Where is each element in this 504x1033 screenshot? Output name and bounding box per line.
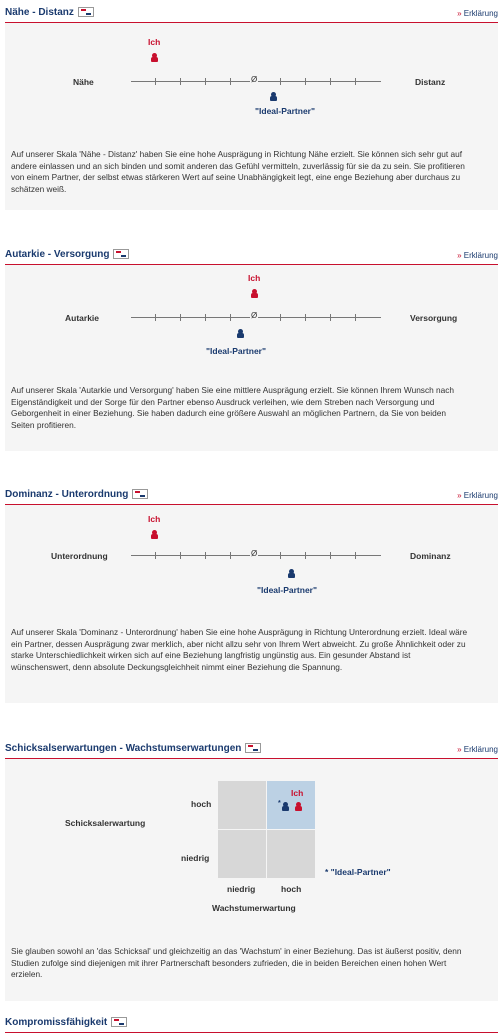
scale-left-label: Autarkie bbox=[65, 313, 100, 323]
section-panel bbox=[5, 759, 498, 1001]
scale-icon bbox=[113, 249, 129, 259]
x-high-label: hoch bbox=[281, 884, 302, 894]
section-header bbox=[5, 1016, 498, 1033]
ich-pin-icon bbox=[295, 802, 302, 812]
ich-pin-icon bbox=[251, 289, 258, 299]
scale-icon bbox=[245, 743, 261, 753]
explanation-link[interactable]: » Erklärung bbox=[457, 251, 498, 260]
section-title: Kompromissfähigkeit bbox=[5, 1017, 127, 1028]
scale-zero: Ø bbox=[251, 311, 258, 320]
y-low-label: niedrig bbox=[181, 853, 210, 863]
section-title: Dominanz - Unterordnung bbox=[5, 489, 148, 500]
explanation-link[interactable]: » Erklärung bbox=[457, 745, 498, 754]
section-header bbox=[5, 248, 498, 265]
ich-label: Ich bbox=[291, 788, 304, 798]
explanation-link[interactable]: » Erklärung bbox=[457, 491, 498, 500]
section-description: Auf unserer Skala 'Nähe - Distanz' haben Sie eine hohe Ausprägung in Richtung Nähe erzielt. Sie können sich sehr gut auf andere einlassen und an sich binden und somit anderen das Gefühl vermitteln, zuverlässig für sie da zu sein. Sie profitieren von einem Partner, der selbst etwas stärkeren Wert auf seine Unabhängigkeit legt, eine enge Beziehung aber durchaus zu schätzen weiß. bbox=[11, 149, 465, 194]
y-axis-label: Schicksalerwartung bbox=[65, 818, 146, 828]
section-dominanz-unterordnung bbox=[5, 488, 498, 703]
scale-zero: Ø bbox=[251, 549, 258, 558]
ideal-star: * bbox=[278, 800, 281, 807]
section-title: Autarkie - Versorgung bbox=[5, 249, 129, 260]
section-description: Auf unserer Skala 'Dominanz - Unterordnung' haben Sie eine hohe Ausprägung in Richtung Unterordnung erzielt. Ideal wäre ein Partner, dessen Ausprägung zwar merklich, aber nicht allzu sehr von Ihrem Wert abweicht. Zu große Ähnlichkeit oder zu starke Unterschiedlichkeit wirken sich auf eine Beziehung langfristig ungünstig aus. Ein gesunder Abstand ist wünschenswert, denn absolute Deckungsgleichheit nimmt einer Beziehung die Spannung. bbox=[11, 627, 468, 672]
section-schicksal-wachstum bbox=[5, 742, 498, 1001]
scale-left-label: Unterordnung bbox=[51, 551, 108, 561]
ideal-pin-icon bbox=[288, 569, 295, 579]
explanation-link[interactable]: » Erklärung bbox=[457, 9, 498, 18]
scale-icon bbox=[111, 1017, 127, 1027]
section-description: Auf unserer Skala 'Autarkie und Versorgung' haben Sie eine mittlere Ausprägung erzielt. Sie können Ihrem Wunsch nach Eigenständigkeit und der Sorge für den Partner ebenso Ausdruck verleihen, wie dem Streben nach Versorgung und Geborgenheit in einer Beziehung. Sie haben dadurch eine größere Auswahl an möglichen Partnern, da Sie von beiden Seiten profitieren. bbox=[11, 385, 455, 430]
section-title: Nähe - Distanz bbox=[5, 7, 94, 18]
scale-left-label: Nähe bbox=[73, 77, 94, 87]
scale-right-label: Dominanz bbox=[410, 551, 451, 561]
section-header bbox=[5, 742, 498, 759]
section-title: Schicksalserwartungen - Wachstumserwartungen bbox=[5, 743, 261, 754]
section-naehe-distanz bbox=[5, 6, 498, 210]
section-kompromissfaehigkeit bbox=[5, 1016, 498, 1033]
ich-label: Ich bbox=[148, 37, 161, 47]
section-panel bbox=[5, 23, 498, 210]
scale-right-label: Versorgung bbox=[410, 313, 458, 323]
scale-right-label: Distanz bbox=[415, 77, 446, 87]
section-panel bbox=[5, 505, 498, 703]
ideal-partner-label: "Ideal-Partner" bbox=[257, 585, 318, 595]
section-description: Sie glauben sowohl an 'das Schicksal' und gleichzeitig an das 'Wachstum' in einer Beziehung. Das ist äußerst positiv, denn Studien zufolge sind diejenigen mit ihrer Partnerschaft besonders zufrieden, die in beiden Bereichen einen hohen Wert erzielen. bbox=[11, 946, 462, 979]
ideal-pin-icon bbox=[282, 802, 289, 812]
y-high-label: hoch bbox=[191, 799, 212, 809]
ich-pin-icon bbox=[151, 530, 158, 540]
scale-zero: Ø bbox=[251, 75, 258, 84]
ideal-pin-icon bbox=[270, 92, 277, 102]
section-header bbox=[5, 488, 498, 505]
scale-icon bbox=[78, 7, 94, 17]
scale-icon bbox=[132, 489, 148, 499]
legend-ideal-partner: * "Ideal-Partner" bbox=[325, 867, 391, 877]
section-header bbox=[5, 6, 498, 23]
ich-label: Ich bbox=[248, 273, 261, 283]
ideal-partner-label: "Ideal-Partner" bbox=[255, 106, 316, 116]
ich-pin-icon bbox=[151, 53, 158, 63]
ideal-pin-icon bbox=[237, 329, 244, 339]
section-autarkie-versorgung bbox=[5, 248, 498, 451]
x-low-label: niedrig bbox=[227, 884, 256, 894]
quadrant-grid bbox=[218, 781, 315, 878]
x-axis-label: Wachstumerwartung bbox=[212, 903, 296, 913]
ideal-partner-label: "Ideal-Partner" bbox=[206, 346, 267, 356]
section-panel bbox=[5, 265, 498, 451]
ich-label: Ich bbox=[148, 514, 161, 524]
